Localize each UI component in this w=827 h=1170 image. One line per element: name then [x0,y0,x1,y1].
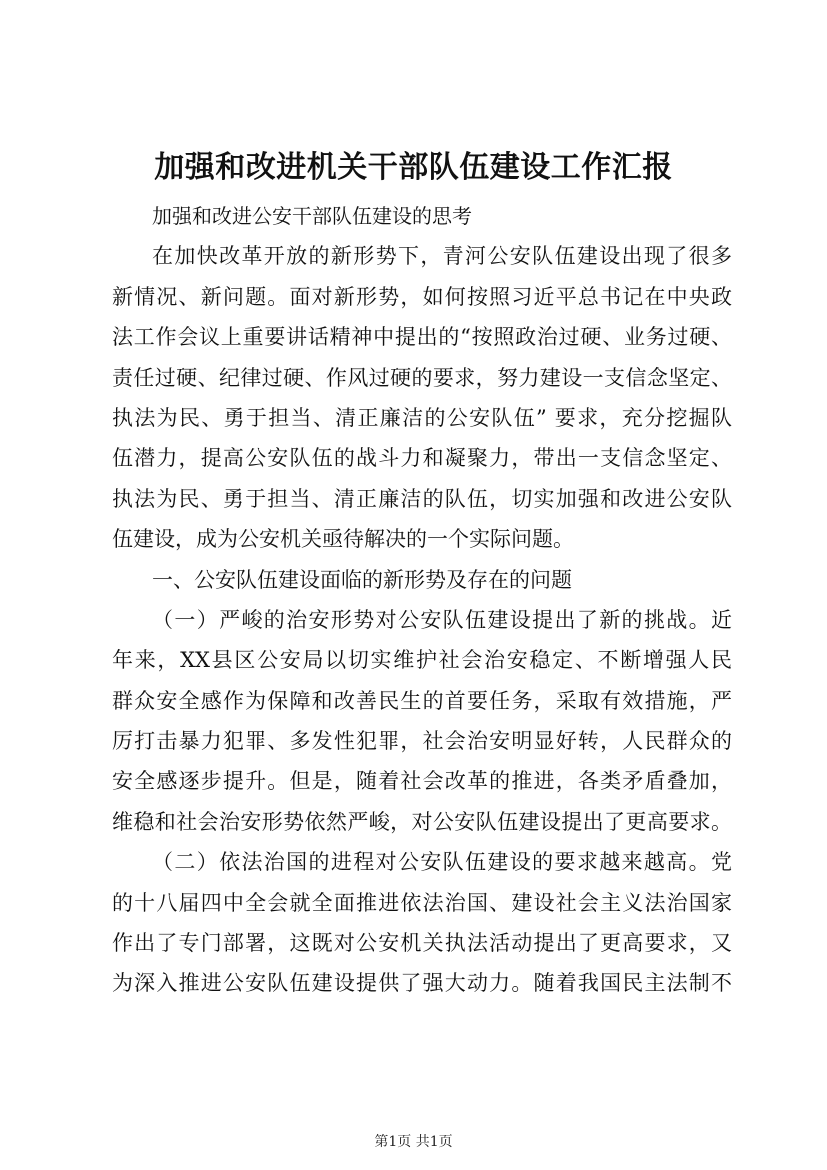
text-line: 厉打击暴力犯罪、多发性犯罪，社会治安明显好转，人民群众的 [112,729,732,754]
page-footer: 第1页 共1页 [374,1134,453,1150]
text-line: 安全感逐步提升。但是，随着社会改革的推进，各类矛盾叠加， [112,769,732,794]
text-line: （二）依法治国的进程对公安队伍建设的要求越来越高。党 [152,850,732,875]
text-line: 年来，XX县区公安局以切实维护社会治安稳定、不断增强人民 [112,648,732,673]
text-line: 作出了专门部署，这既对公安机关执法活动提出了更高要求，又 [112,931,732,956]
text-line: 责任过硬、纪律过硬、作风过硬的要求，努力建设一支信念坚定、 [112,365,732,390]
text-line: 群众安全感作为保障和改善民生的首要任务，采取有效措施，严 [112,688,732,713]
section-heading: 一、公安队伍建设面临的新形势及存在的问题 [152,567,572,592]
text-line: 在加快改革开放的新形势下，青河公安队伍建设出现了很多 [152,244,732,269]
text-line: （一）严峻的治安形势对公安队伍建设提出了新的挑战。近 [152,607,732,632]
text-line: 法工作会议上重要讲话精神中提出的“按照政治过硬、业务过硬、 [112,325,732,350]
text-line: 执法为民、勇于担当、清正廉洁的公安队伍” 要求，充分挖掘队 [112,405,732,430]
text-line: 伍建设，成为公安机关亟待解决的一个实际问题。 [112,527,574,552]
text-line: 伍潜力，提高公安队伍的战斗力和凝聚力，带出一支信念坚定、 [112,446,732,471]
document-body [112,196,732,1004]
text-line: 维稳和社会治安形势依然严峻，对公安队伍建设提出了更高要求。 [112,809,732,834]
text-line: 为深入推进公安队伍建设提供了强大动力。随着我国民主法制不 [112,971,732,996]
text-line: 新情况、新问题。面对新形势，如何按照习近平总书记在中央政 [112,284,732,309]
text-line: 的十八届四中全会就全面推进依法治国、建设社会主义法治国家 [112,890,732,915]
text-line: 加强和改进公安干部队伍建设的思考 [152,204,472,228]
text-line: 执法为民、勇于担当、清正廉洁的队伍，切实加强和改进公安队 [112,486,732,511]
document-title: 加强和改进机关干部队伍建设工作汇报 [154,150,673,185]
